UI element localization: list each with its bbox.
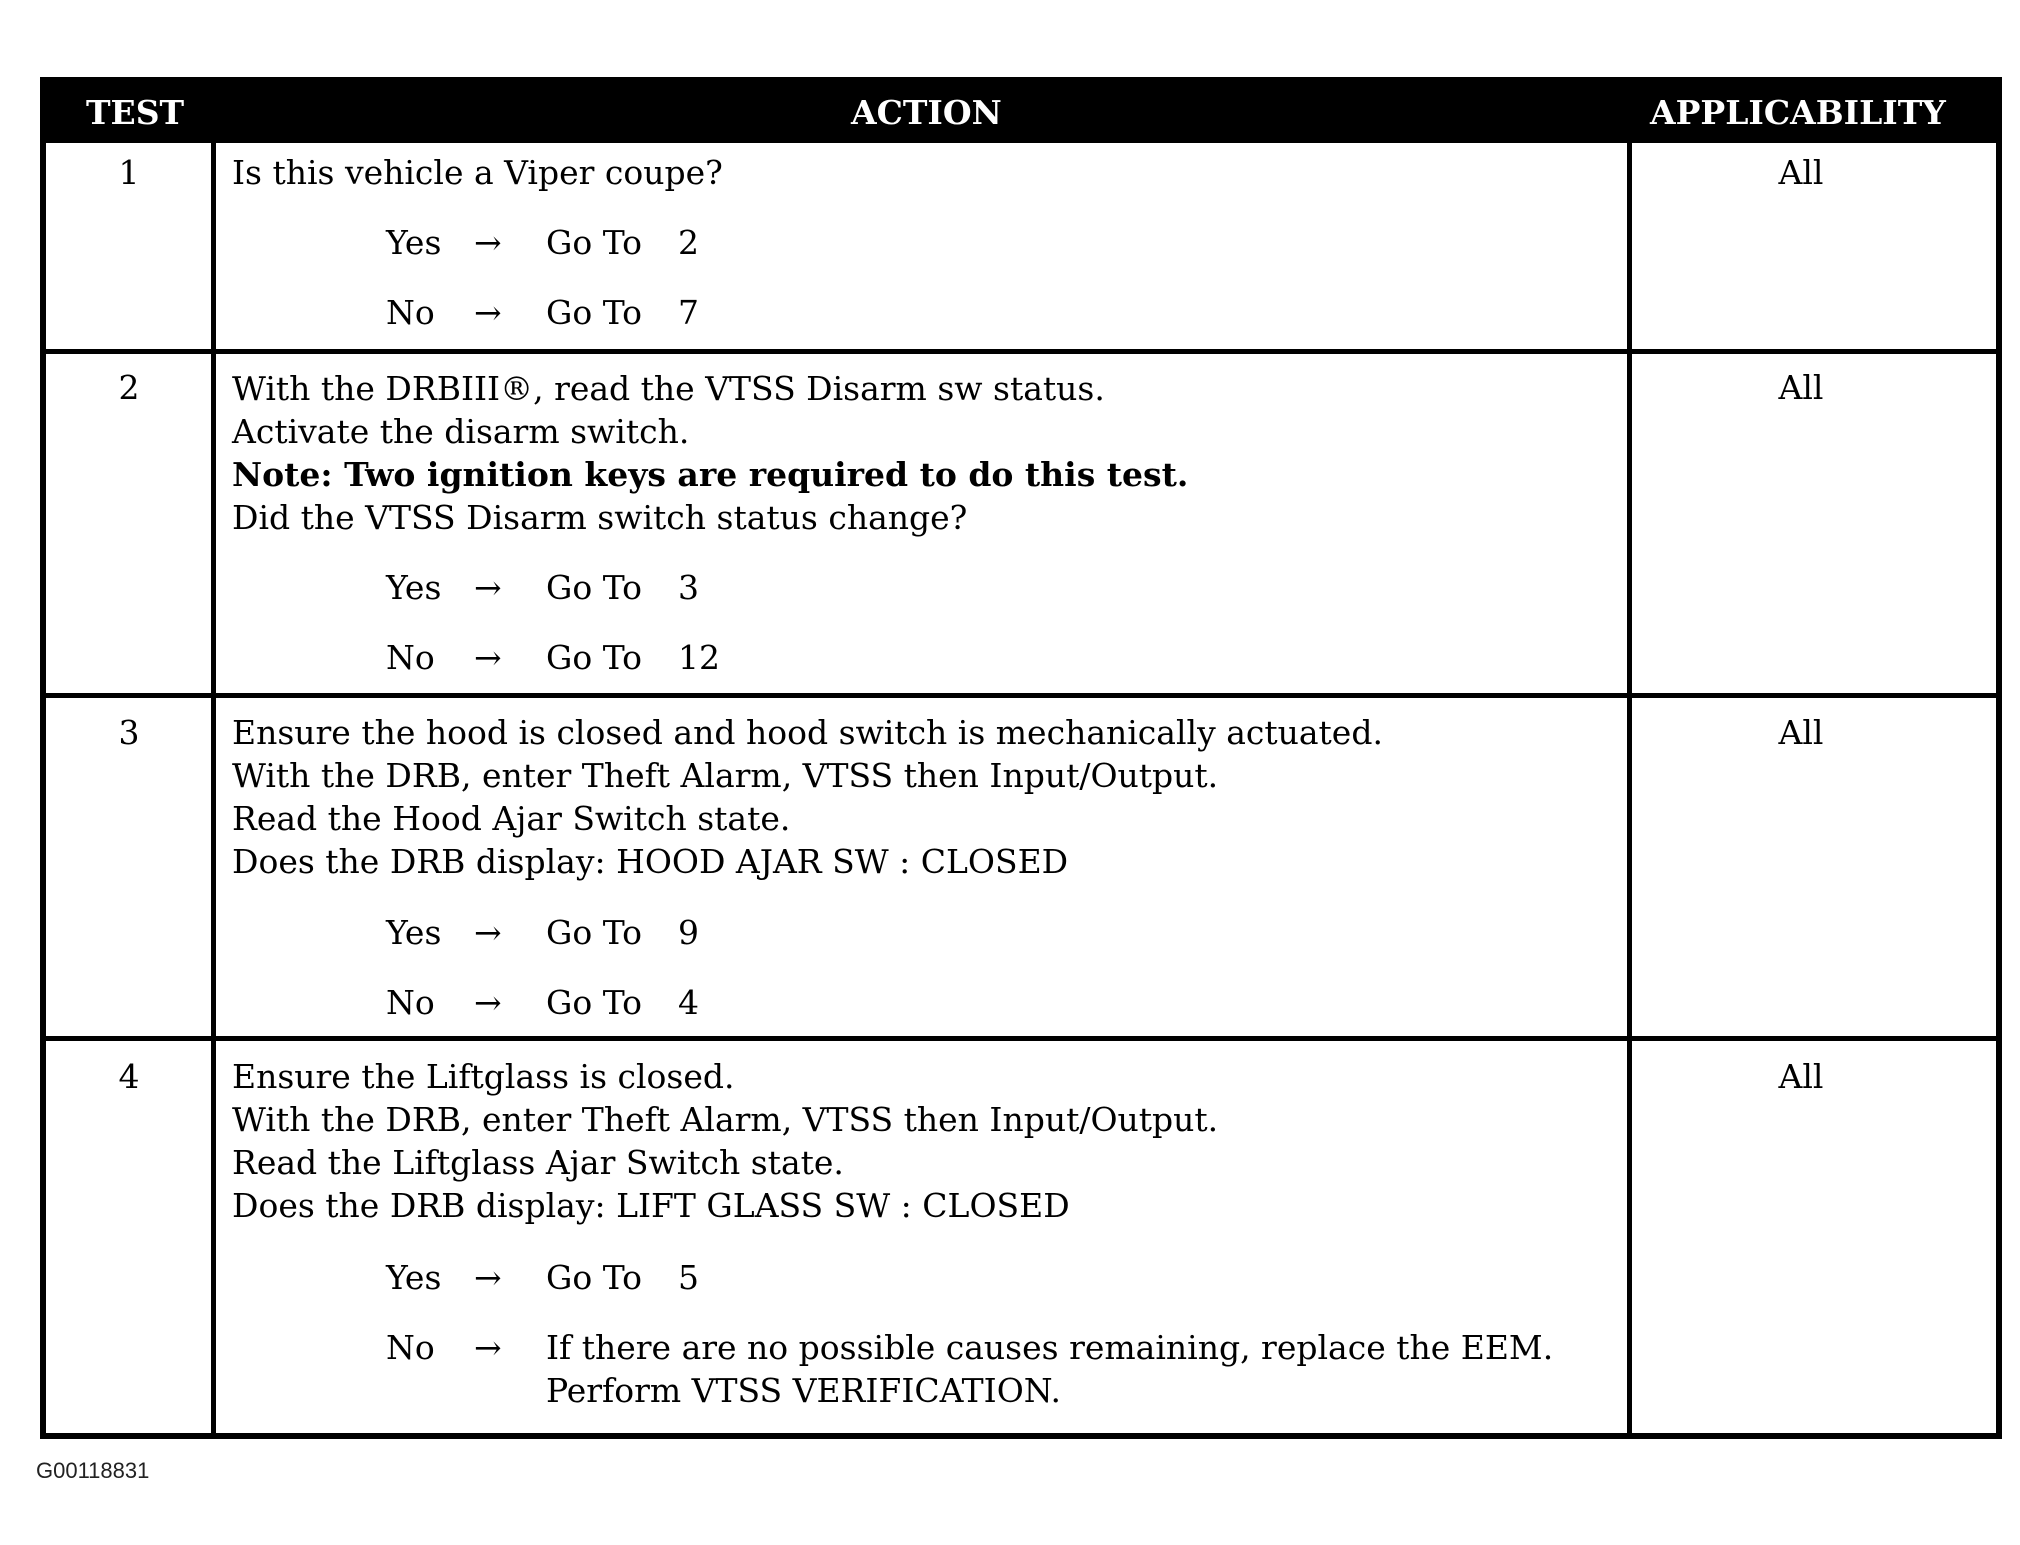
action-line: With the DRBIII®, read the VTSS Disarm sw status.: [232, 369, 1105, 408]
table-header: [46, 83, 1996, 143]
arrow-icon: →: [474, 638, 502, 677]
diagnostic-table: [40, 77, 2002, 1439]
header-applicability: APPLICABILITY: [1650, 93, 1946, 132]
column-divider: [211, 143, 216, 1433]
row-divider: [46, 693, 1996, 698]
row-divider: [46, 349, 1996, 354]
option-target: 7: [678, 293, 699, 332]
arrow-icon: →: [474, 913, 502, 952]
action-line: Activate the disarm switch.: [232, 412, 690, 451]
header-action: ACTION: [851, 93, 1002, 132]
option-goto: Go To: [546, 293, 643, 332]
option-target: 2: [678, 223, 699, 262]
option-goto: Go To: [546, 568, 643, 607]
action-line: Does the DRB display: LIFT GLASS SW : CLOSED: [232, 1186, 1070, 1225]
action-line: Ensure the Liftglass is closed.: [232, 1057, 735, 1096]
arrow-icon: →: [474, 223, 502, 262]
option-answer: No: [386, 293, 435, 332]
action-note: Note: Two ignition keys are required to do this test.: [232, 455, 1189, 494]
applicability-value: All: [1778, 713, 1824, 752]
header-test: TEST: [86, 93, 185, 132]
applicability-value: All: [1778, 1057, 1824, 1096]
option-target: 9: [678, 913, 699, 952]
test-number: 4: [118, 1057, 140, 1096]
row-divider: [46, 1036, 1996, 1041]
option-answer: Yes: [386, 913, 442, 952]
option-goto: Go To: [546, 638, 643, 677]
action-line: Read the Hood Ajar Switch state.: [232, 799, 791, 838]
option-goto: Go To: [546, 913, 643, 952]
arrow-icon: →: [474, 1328, 502, 1367]
option-result-line: Perform VTSS VERIFICATION.: [546, 1371, 1061, 1410]
option-answer: No: [386, 983, 435, 1022]
option-answer: No: [386, 638, 435, 677]
test-number: 2: [118, 368, 140, 407]
applicability-value: All: [1778, 153, 1824, 192]
option-target: 12: [678, 638, 720, 677]
action-line: Does the DRB display: HOOD AJAR SW : CLOSED: [232, 842, 1069, 881]
option-goto: Go To: [546, 1258, 643, 1297]
action-line: Is this vehicle a Viper coupe?: [232, 153, 723, 192]
action-line: Did the VTSS Disarm switch status change?: [232, 498, 968, 537]
action-line: With the DRB, enter Theft Alarm, VTSS then Input/Output.: [232, 756, 1219, 795]
option-answer: Yes: [386, 223, 442, 262]
option-target: 5: [678, 1258, 699, 1297]
arrow-icon: →: [474, 983, 502, 1022]
applicability-value: All: [1778, 368, 1824, 407]
figure-id: G00118831: [36, 1458, 150, 1483]
column-divider: [1627, 143, 1632, 1433]
option-answer: Yes: [386, 568, 442, 607]
action-line: Ensure the hood is closed and hood switch is mechanically actuated.: [232, 713, 1383, 752]
action-line: Read the Liftglass Ajar Switch state.: [232, 1143, 844, 1182]
option-goto: Go To: [546, 223, 643, 262]
option-answer: Yes: [386, 1258, 442, 1297]
option-goto: Go To: [546, 983, 643, 1022]
test-number: 3: [118, 713, 140, 752]
test-number: 1: [118, 153, 140, 192]
option-target: 4: [678, 983, 699, 1022]
action-line: With the DRB, enter Theft Alarm, VTSS then Input/Output.: [232, 1100, 1219, 1139]
option-result-line: If there are no possible causes remaining, replace the EEM.: [546, 1328, 1554, 1367]
option-target: 3: [678, 568, 699, 607]
arrow-icon: →: [474, 568, 502, 607]
option-answer: No: [386, 1328, 435, 1367]
arrow-icon: →: [474, 1258, 502, 1297]
arrow-icon: →: [474, 293, 502, 332]
